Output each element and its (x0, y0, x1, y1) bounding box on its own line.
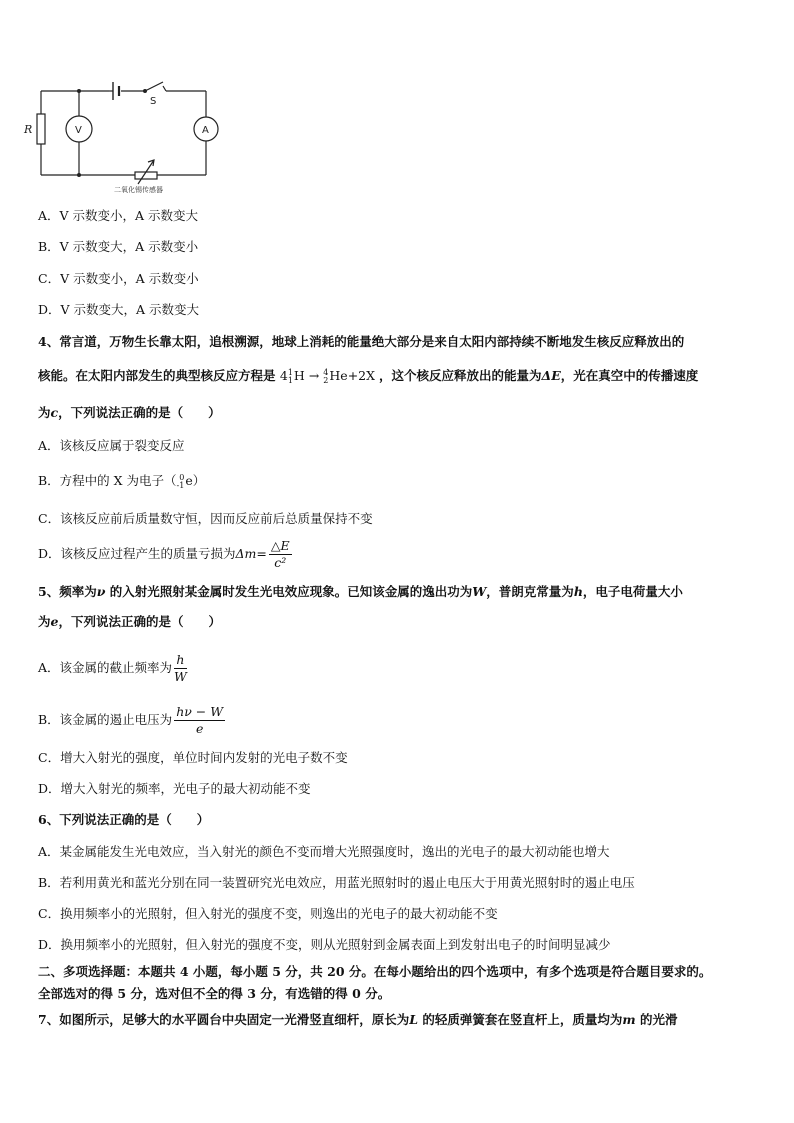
stopping-voltage-fraction: $\frac{h\nu - W}{e}$ (176, 704, 224, 736)
q7-stem-line1: 7、如图所示，足够大的水平圆台中央固定一光滑竖直细杆，原长为L 的轻质弹簧套在竖直杆上，质量均为m 的光滑 (38, 1012, 678, 1027)
section2-header-line2: 全部选对的得 5 分，选对但不全的得 3 分，有选错的得 0 分。 (38, 986, 391, 1001)
q3-option-c: C．V 示数变小，A 示数变小 (38, 271, 199, 286)
ammeter-label: A (202, 125, 209, 136)
q5-option-c: C．增大入射光的强度，单位时间内发射的光电子数不变 (38, 750, 348, 765)
q4-option-d: D．该核反应过程产生的质量亏损为Δm= $\frac{\triangle E}{\text{c²}}$ (38, 538, 290, 570)
q5-stem-line2: 为e，下列说法正确的是（ ） (38, 614, 221, 629)
resistor-label: R (24, 123, 33, 136)
q5-option-d: D．增大入射光的频率，光电子的最大初动能不变 (38, 781, 311, 796)
q6-option-c: C．换用频率小的光照射，但入射光的强度不变，则逸出的光电子的最大初动能不变 (38, 906, 498, 921)
circuit-diagram (24, 74, 230, 202)
q4-option-c: C．该核反应前后质量数守恒，因而反应前后总质量保持不变 (38, 511, 373, 526)
cutoff-frequency-fraction: $\frac{h}{W}$ (174, 652, 187, 684)
q3-option-b: B．V 示数变大，A 示数变小 (38, 239, 199, 254)
mass-defect-fraction: $\frac{\triangle E}{\text{c²}}$ (270, 538, 290, 570)
q6-option-d: D．换用频率小的光照射，但入射光的强度不变，则从光照射到金属表面上到发射出电子的时间明显减少 (38, 937, 611, 952)
q3-option-d: D．V 示数变大，A 示数变大 (38, 302, 200, 317)
q6-stem: 6、下列说法正确的是（ ） (38, 812, 210, 827)
nuclear-equation: 41 1H → 4 2He+2X (279, 367, 376, 385)
q4-stem-line3: 为c，下列说法正确的是（ ） (38, 405, 221, 420)
q6-option-b: B．若利用黄光和蓝光分别在同一装置研究光电效应，用蓝光照射时的遏止电压大于用黄光照射时的遏止电压 (38, 875, 635, 890)
q6-option-a: A．某金属能发生光电效应，当入射光的颜色不变而增大光照强度时，逸出的光电子的最大初动能也增大 (38, 844, 610, 859)
section2-header-line1: 二、多项选择题：本题共 4 小题，每小题 5 分，共 20 分。在每小题给出的四个选项中，有多个选项是符合题目要求的。 (38, 964, 712, 979)
q4-stem-line1: 4、常言道，万物生长靠太阳，追根溯源，地球上消耗的能量绝大部分是来自太阳内部持续不断地发生核反应释放出的 (38, 334, 685, 349)
voltmeter-label: V (75, 125, 82, 136)
q4-stem-line2: 核能。在太阳内部发生的典型核反应方程是 41 1H → 4 2He+2X ，这个核反应释放出的能量为ΔE，光在真空中的传播速度 (38, 367, 699, 385)
q4-option-a: A．该核反应属于裂变反应 (38, 438, 185, 453)
q5-option-a: A．该金属的截止频率为 $\frac{h}{W}$ (38, 652, 187, 684)
q5-option-b: B．该金属的遏止电压为 $\frac{h\nu - W}{e}$ (38, 704, 224, 736)
switch-label: S (150, 96, 157, 107)
sensor-label: 二氧化锡传感器 (114, 186, 163, 194)
q4-option-b: B．方程中的 X 为电子（ 0 -1e） (38, 472, 206, 490)
q3-option-a: A．V 示数变小，A 示数变大 (38, 208, 199, 223)
q5-stem-line1: 5、频率为ν 的入射光照射某金属时发生光电效应现象。已知该金属的逸出功为W，普朗克常量为h，电子电荷量大小 (38, 584, 683, 599)
